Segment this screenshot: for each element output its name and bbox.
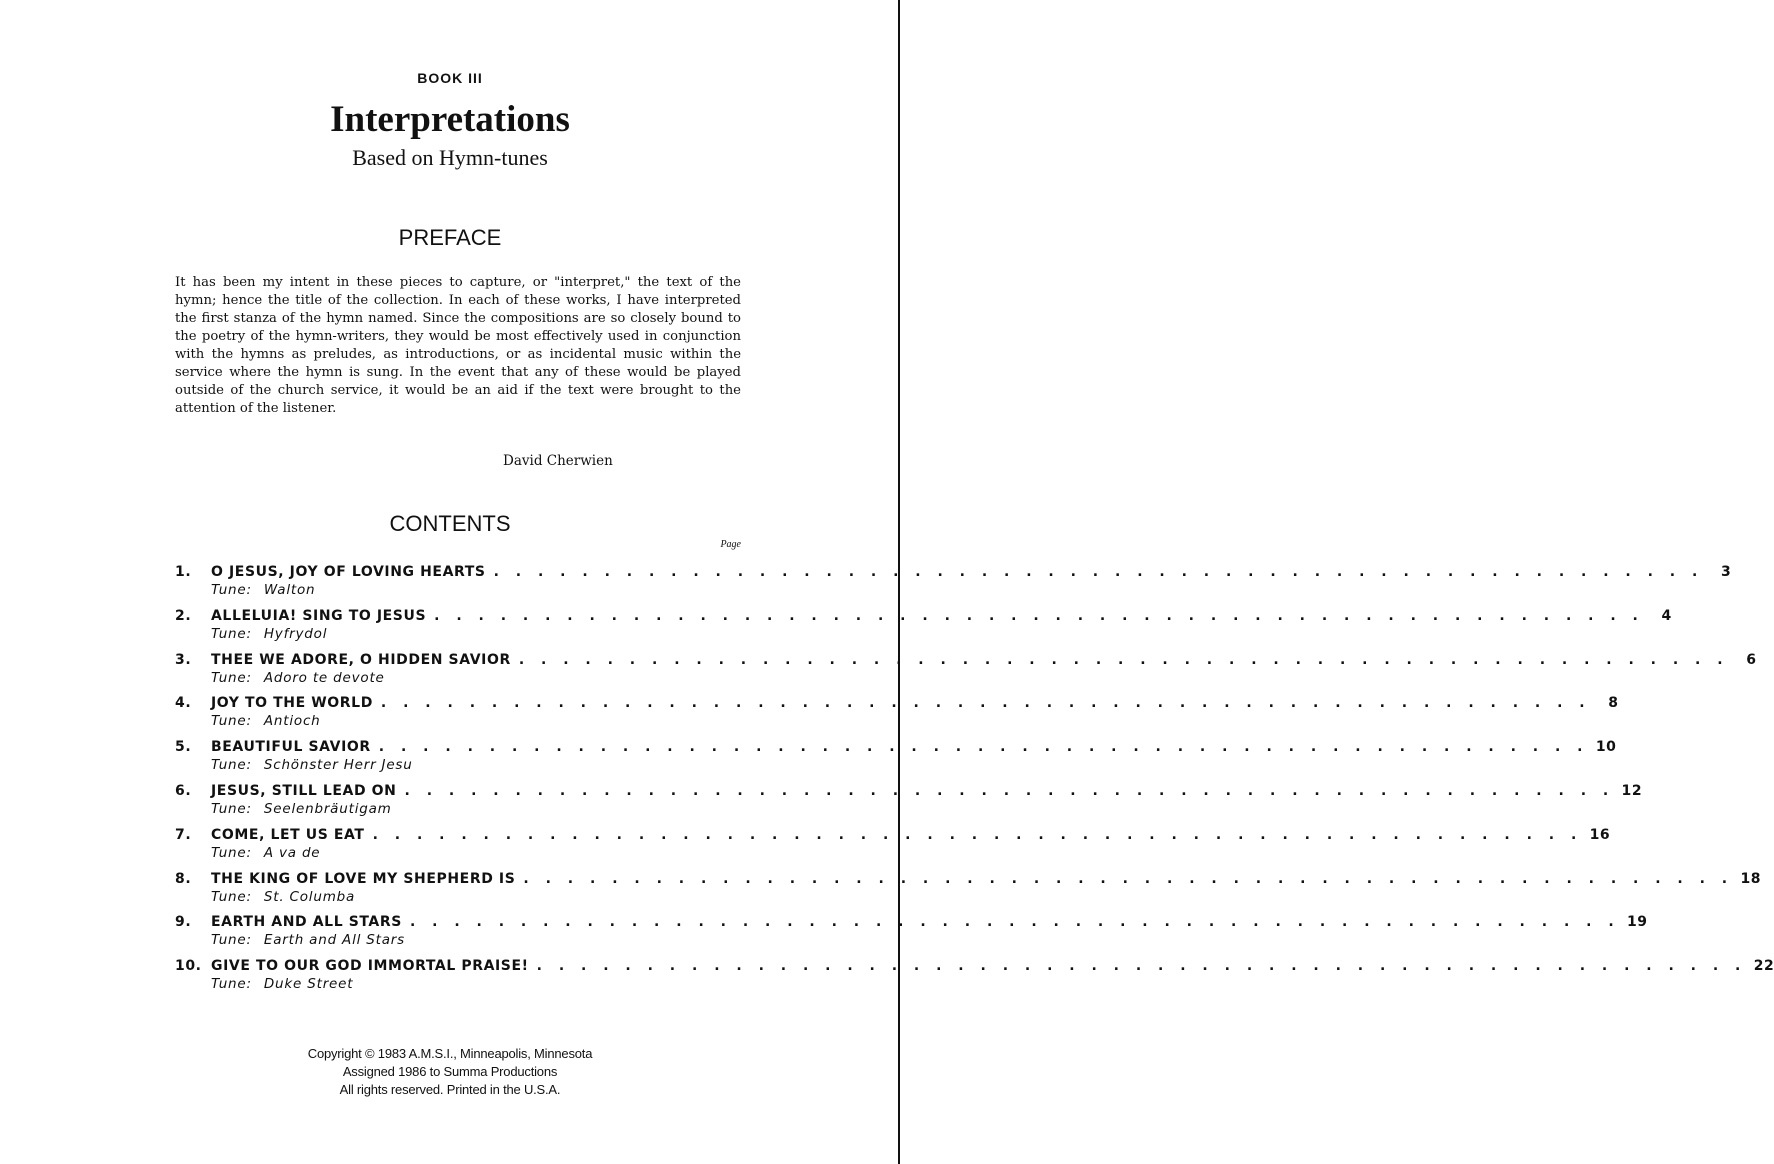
hymn-title: BEAUTIFUL SAVIOR xyxy=(211,739,371,756)
tune-name: Antioch xyxy=(263,713,321,730)
hymn-title: COME, LET US EAT xyxy=(211,826,365,843)
page-number: 10 xyxy=(1595,739,1617,756)
dot-leader: . . . . . . . . . . . . . . . . . . . . . . . . . . . . . . . . . . . . . . . . . . . . . . . . . . . . . . . xyxy=(380,695,1591,712)
contents-entry xyxy=(175,958,1774,1002)
page-number: 12 xyxy=(1621,782,1643,799)
contents-entry xyxy=(175,914,1648,958)
dot-leader: . . . . . . . . . . . . . . . . . . . . . . . . . . . . . . . . . . . . . . . . . . . . . . . . . . . . . . . xyxy=(404,782,1615,799)
tune-label: Tune: xyxy=(211,844,252,861)
dot-leader: . . . . . . . . . . . . . . . . . . . . . . . . . . . . . . . . . . . . . . . . . . . . . . . . . . . . . . . xyxy=(536,958,1747,975)
tune-name: Schönster Herr Jesu xyxy=(263,757,413,774)
preface-text: It has been my intent in these pieces to capture, or "interpret," the text of the hymn; hence the title of the collection. In each of these works, I have interpreted the first stanza of the hymn named. Since the compositions are so closely bound to the poetry of the hymn-writers, they would be most effectively used in conjunction with the hymns as preludes, as introductions, or as incidental music within the service where the hymn is sung. In the event that any of these would be played outside of the church service, it would be an aid if the text were brought to the attention of the listener. xyxy=(175,275,741,416)
entry-number: 7. xyxy=(175,826,192,843)
dot-leader: . . . . . . . . . . . . . . . . . . . . . . . . . . . . . . . . . . . . . . . . . . . . . . . . . . . . . . . xyxy=(518,651,1729,668)
book-label: BOOK III xyxy=(417,70,483,86)
hymn-title: THE KING OF LOVE MY SHEPHERD IS xyxy=(211,870,516,887)
preface-author: David Cherwien xyxy=(503,453,613,469)
tune-label: Tune: xyxy=(211,800,252,817)
assignment-line: Assigned 1986 to Summa Productions xyxy=(342,1064,558,1079)
hymn-title: O JESUS, JOY OF LOVING HEARTS xyxy=(211,564,486,580)
entry-number: 9. xyxy=(175,914,192,931)
page-number: 16 xyxy=(1589,826,1611,843)
preface-heading: PREFACE xyxy=(398,225,502,250)
tune-name: Earth and All Stars xyxy=(263,932,405,949)
contents-entry xyxy=(175,870,1762,915)
entry-number: 1. xyxy=(175,564,192,580)
hymn-title: EARTH AND ALL STARS xyxy=(211,914,402,931)
dot-leader: . . . . . . . . . . . . . . . . . . . . . . . . . . . . . . . . . . . . . . . . . . . . . . . . . . . . . . . xyxy=(372,826,1583,843)
tune-name: A va de xyxy=(263,844,321,861)
contents-entry xyxy=(175,826,1611,871)
contents-entry xyxy=(175,739,1617,783)
page-number: 19 xyxy=(1626,914,1648,931)
entry-number: 6. xyxy=(175,782,192,799)
contents-entry xyxy=(175,607,1672,652)
page-column-label: Page xyxy=(720,539,741,550)
tune-name: Adoro te devote xyxy=(263,669,385,686)
dot-leader: . . . . . . . . . . . . . . . . . . . . . . . . . . . . . . . . . . . . . . . . . . . . . . . . . . . . . . . xyxy=(409,914,1620,931)
tune-name: Walton xyxy=(263,582,316,598)
dot-leader: . . . . . . . . . . . . . . . . . . . . . . . . . . . . . . . . . . . . . . . . . . . . . . . . . . . . . . . xyxy=(378,739,1589,756)
contents-heading: CONTENTS xyxy=(389,511,511,536)
contents-entry xyxy=(175,651,1757,696)
entry-number: 5. xyxy=(175,739,192,756)
page-title: Interpretations xyxy=(330,99,570,140)
page-edge-rule xyxy=(898,0,900,1164)
contents-list xyxy=(175,564,1774,1002)
tune-label: Tune: xyxy=(211,976,252,993)
contents-entry xyxy=(175,564,1732,608)
contents-entry xyxy=(175,782,1643,827)
tune-label: Tune: xyxy=(211,757,252,774)
entry-number: 10. xyxy=(175,958,202,975)
entry-number: 4. xyxy=(175,695,192,712)
tune-label: Tune: xyxy=(211,625,252,642)
tune-label: Tune: xyxy=(211,582,252,598)
tune-name: Duke Street xyxy=(263,976,354,993)
hymn-title: JESUS, STILL LEAD ON xyxy=(211,782,397,799)
rights-line: All rights reserved. Printed in the U.S.A. xyxy=(339,1082,561,1097)
copyright-line: Copyright © 1983 A.M.S.I., Minneapolis, Minnesota xyxy=(307,1046,593,1061)
page-number: 8 xyxy=(1608,695,1619,712)
tune-label: Tune: xyxy=(211,669,252,686)
dot-leader: . . . . . . . . . . . . . . . . . . . . . . . . . . . . . . . . . . . . . . . . . . . . . . . . . . . . . . . xyxy=(523,870,1734,887)
tune-name: Seelenbräutigam xyxy=(263,800,392,817)
page-number: 18 xyxy=(1740,870,1762,887)
hymn-title: GIVE TO OUR GOD IMMORTAL PRAISE! xyxy=(211,958,529,975)
entry-number: 2. xyxy=(175,607,192,624)
tune-label: Tune: xyxy=(211,713,252,730)
hymn-title: THEE WE ADORE, O HIDDEN SAVIOR xyxy=(211,651,511,668)
tune-label: Tune: xyxy=(211,888,252,905)
tune-name: St. Columba xyxy=(263,888,356,905)
tune-name: Hyfrydol xyxy=(263,625,328,642)
page-number: 22 xyxy=(1753,958,1774,975)
page-number: 3 xyxy=(1720,564,1732,580)
hymn-title: JOY TO THE WORLD xyxy=(211,695,373,712)
page-number: 4 xyxy=(1661,607,1672,624)
page-subtitle: Based on Hymn-tunes xyxy=(352,145,548,170)
page-number: 6 xyxy=(1746,651,1757,668)
contents-entry xyxy=(175,695,1619,739)
hymn-title: ALLELUIA! SING TO JESUS xyxy=(211,607,427,624)
dot-leader: . . . . . . . . . . . . . . . . . . . . . . . . . . . . . . . . . . . . . . . . . . . . . . . . . . . . . . . xyxy=(434,607,1644,624)
copyright-block xyxy=(0,1045,900,1099)
tune-label: Tune: xyxy=(211,932,252,949)
entry-number: 3. xyxy=(175,651,192,668)
entry-number: 8. xyxy=(175,870,192,887)
dot-leader: . . . . . . . . . . . . . . . . . . . . . . . . . . . . . . . . . . . . . . . . . . . . . . . . . . . . . . . xyxy=(493,564,1704,580)
